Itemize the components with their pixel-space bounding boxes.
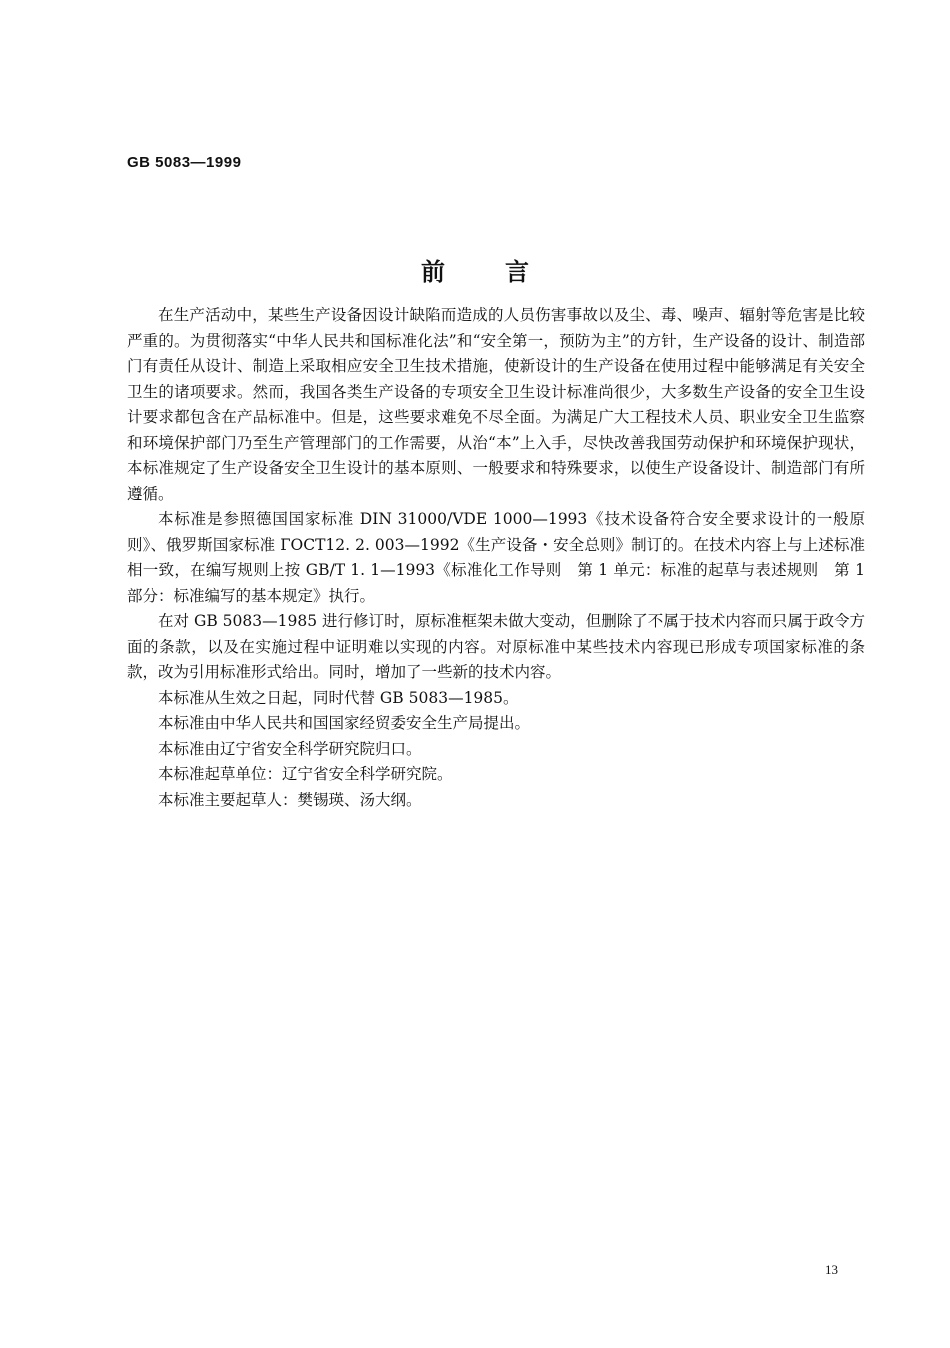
paragraph-background: 在生产活动中，某些生产设备因设计缺陷而造成的人员伤害事故以及尘、毒、噪声、辐射等危害是比较严重的。为贯彻落实“中华人民共和国标准化法”和“安全第一，预防为主”的方针，生产设备的设计、制造部门有责任从设计、制造上采取相应安全卫生技术措施，使新设计的生产设备在使用过程中能够满足有关安全卫生的诸项要求。然而，我国各类生产设备的专项安全卫生设计标准尚很少，大多数生产设备的安全卫生设计要求都包含在产品标准中。但是，这些要求难免不尽全面。为满足广大工程技术人员、职业安全卫生监察和环境保护部门乃至生产管理部门的工作需要，从治“本”上入手，尽快改善我国劳动保护和环境保护现状，本标准规定了生产设备安全卫生设计的基本原则、一般要求和特殊要求，以使生产设备设计、制造部门有所遵循。 bbox=[127, 306, 865, 503]
paragraph-references: 本标准是参照德国国家标准 DIN 31000/VDE 1000—1993《技术设备符合安全要求设计的一般原则》、俄罗斯国家标准 ГОСТ12. 2. 003—1992《生产设备・安全总则》制订的。在技术内容上与上述标准相一致，在编写规则上按 GB/T 1. 1—1993《标准化工作导则 第 1 单元：标准的起草与表述规则 第 1 部分：标准编写的基本规定》执行。 bbox=[127, 510, 865, 605]
paragraph-managed-by: 本标准由辽宁省安全科学研究院归口。 bbox=[158, 739, 422, 758]
paragraph-drafters: 本标准主要起草人：樊锡瑛、汤大纲。 bbox=[158, 790, 422, 809]
page-title: 前言 bbox=[421, 257, 589, 286]
standard-code: GB 5083—1999 bbox=[127, 154, 242, 171]
foreword-body bbox=[127, 303, 865, 813]
page-number: 13 bbox=[825, 1262, 838, 1277]
paragraph-drafting-unit: 本标准起草单位：辽宁省安全科学研究院。 bbox=[158, 765, 453, 783]
paragraph-proposed-by: 本标准由中华人民共和国国家经贸委安全生产局提出。 bbox=[158, 714, 531, 732]
paragraph-revision: 在对 GB 5083—1985 进行修订时，原标准框架未做大变动，但删除了不属于技术内容而只属于政令方面的条款，以及在实施过程中证明难以实现的内容。对原标准中某些技术内容现已形成专项国家标准的条款，改为引用标准形式给出。同时，增加了一些新的技术内容。 bbox=[127, 612, 865, 681]
paragraph-supersedes: 本标准从生效之日起，同时代替 GB 5083—1985。 bbox=[158, 688, 519, 707]
